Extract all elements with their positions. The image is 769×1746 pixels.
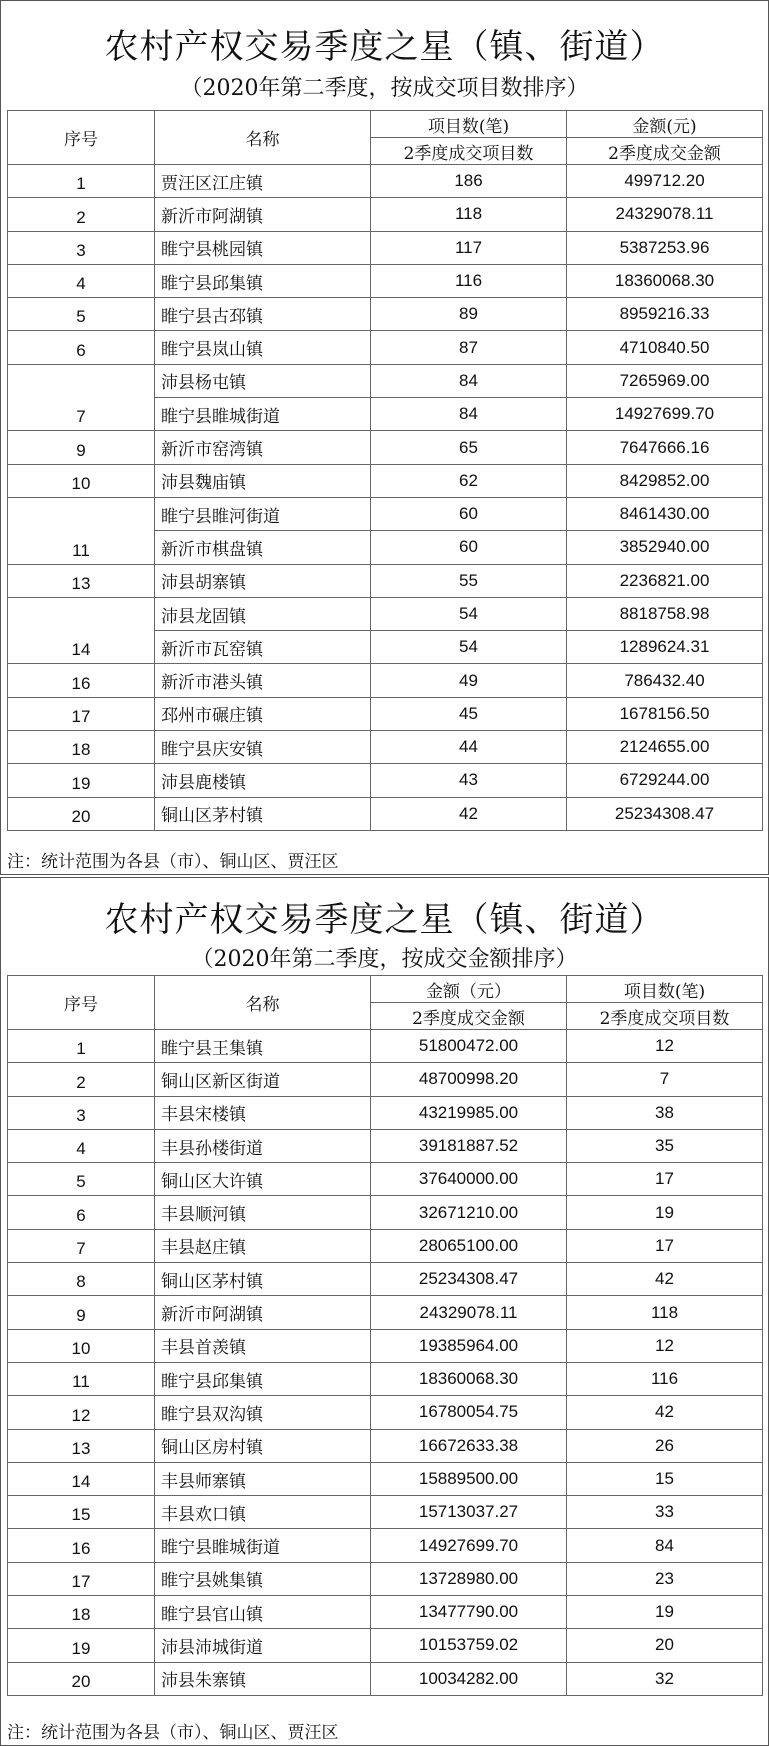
amount-cell: 5387253.96 <box>567 231 763 264</box>
table-row <box>8 1562 763 1595</box>
header-amount-bottom: 2季度成交金额 <box>371 1003 567 1030</box>
table-row <box>8 1396 763 1429</box>
name-cell: 沛县杨屯镇 <box>155 364 371 397</box>
rank-cell: 1 <box>8 165 155 198</box>
name-cell: 沛县魏庙镇 <box>155 464 371 497</box>
table-a-note: 注：统计范围为各县（市）、铜山区、贾汪区 <box>7 852 339 872</box>
name-cell: 丰县首羡镇 <box>155 1329 371 1362</box>
table-row <box>8 1196 763 1229</box>
amount-cell: 16672633.38 <box>371 1429 567 1462</box>
name-cell: 睢宁县庆安镇 <box>155 731 371 764</box>
count-cell: 65 <box>371 431 567 464</box>
count-cell: 60 <box>371 497 567 530</box>
table-row <box>8 1129 763 1162</box>
header-rank: 序号 <box>8 976 155 1030</box>
table-row <box>8 1296 763 1329</box>
count-cell: 12 <box>567 1329 763 1362</box>
header-name: 名称 <box>155 111 371 165</box>
rank-cell: 15 <box>8 1496 155 1529</box>
count-cell: 84 <box>567 1529 763 1562</box>
amount-cell: 14927699.70 <box>371 1529 567 1562</box>
rank-cell: 19 <box>8 1629 155 1662</box>
amount-cell: 6729244.00 <box>567 764 763 797</box>
amount-cell: 3852940.00 <box>567 531 763 564</box>
name-cell: 睢宁县姚集镇 <box>155 1562 371 1595</box>
rank-cell: 2 <box>8 198 155 231</box>
name-cell: 睢宁县官山镇 <box>155 1596 371 1629</box>
amount-cell: 28065100.00 <box>371 1229 567 1262</box>
count-cell: 87 <box>371 331 567 364</box>
table-row <box>8 497 763 530</box>
count-cell: 26 <box>567 1429 763 1462</box>
amount-cell: 16780054.75 <box>371 1396 567 1429</box>
rank-cell: 18 <box>8 1596 155 1629</box>
table-row <box>8 1462 763 1495</box>
name-cell: 丰县宋楼镇 <box>155 1096 371 1129</box>
table-b-note: 注：统计范围为各县（市）、铜山区、贾汪区 <box>7 1723 339 1743</box>
rank-cell: 14 <box>8 1462 155 1495</box>
table-b <box>7 975 763 1696</box>
count-cell: 20 <box>567 1629 763 1662</box>
amount-cell: 8461430.00 <box>567 497 763 530</box>
name-cell: 丰县顺河镇 <box>155 1196 371 1229</box>
table-row <box>8 1496 763 1529</box>
name-cell: 丰县孙楼街道 <box>155 1129 371 1162</box>
amount-cell: 25234308.47 <box>371 1263 567 1296</box>
table-a-title: 农村产权交易季度之星（镇、街道） <box>104 27 665 67</box>
rank-cell: 14 <box>8 597 155 664</box>
amount-cell: 8429852.00 <box>567 464 763 497</box>
amount-cell: 2236821.00 <box>567 564 763 597</box>
amount-cell: 51800472.00 <box>371 1030 567 1063</box>
table-row <box>8 364 763 397</box>
table-row <box>8 1429 763 1462</box>
amount-cell: 19385964.00 <box>371 1329 567 1362</box>
name-cell: 睢宁县桃园镇 <box>155 231 371 264</box>
amount-cell: 499712.20 <box>567 165 763 198</box>
name-cell: 铜山区房村镇 <box>155 1429 371 1462</box>
table-b-title: 农村产权交易季度之星（镇、街道） <box>104 900 665 940</box>
table-row <box>8 165 763 198</box>
amount-cell: 32671210.00 <box>371 1196 567 1229</box>
name-cell: 睢宁县睢河街道 <box>155 497 371 530</box>
rank-cell: 11 <box>8 1362 155 1395</box>
rank-cell: 7 <box>8 1229 155 1262</box>
amount-cell: 8818758.98 <box>567 597 763 630</box>
amount-cell: 8959216.33 <box>567 298 763 331</box>
table-row <box>8 1529 763 1562</box>
table-row <box>8 1362 763 1395</box>
amount-cell: 14927699.70 <box>567 398 763 431</box>
count-cell: 32 <box>567 1662 763 1695</box>
name-cell: 铜山区新区街道 <box>155 1063 371 1096</box>
amount-cell: 15889500.00 <box>371 1462 567 1495</box>
rank-cell: 3 <box>8 1096 155 1129</box>
table-b-panel <box>0 877 769 1746</box>
count-cell: 186 <box>371 165 567 198</box>
name-cell: 睢宁县邱集镇 <box>155 264 371 297</box>
rank-cell: 13 <box>8 564 155 597</box>
amount-cell: 10034282.00 <box>371 1662 567 1695</box>
count-cell: 42 <box>567 1396 763 1429</box>
table-row <box>8 664 763 697</box>
count-cell: 15 <box>567 1462 763 1495</box>
count-cell: 55 <box>371 564 567 597</box>
count-cell: 49 <box>371 664 567 697</box>
rank-cell: 5 <box>8 298 155 331</box>
name-cell: 新沂市窑湾镇 <box>155 431 371 464</box>
count-cell: 7 <box>567 1063 763 1096</box>
name-cell: 睢宁县岚山镇 <box>155 331 371 364</box>
table-row <box>8 1263 763 1296</box>
count-cell: 23 <box>567 1562 763 1595</box>
count-cell: 54 <box>371 597 567 630</box>
rank-cell: 6 <box>8 1196 155 1229</box>
name-cell: 新沂市阿湖镇 <box>155 1296 371 1329</box>
rank-cell: 17 <box>8 697 155 730</box>
rank-cell: 10 <box>8 464 155 497</box>
count-cell: 17 <box>567 1163 763 1196</box>
name-cell: 新沂市港头镇 <box>155 664 371 697</box>
header-amount-top: 金额(元) <box>567 111 763 138</box>
table-row <box>8 1063 763 1096</box>
name-cell: 丰县赵庄镇 <box>155 1229 371 1262</box>
rank-cell: 17 <box>8 1562 155 1595</box>
amount-cell: 18360068.30 <box>371 1362 567 1395</box>
name-cell: 贾汪区江庄镇 <box>155 165 371 198</box>
rank-cell: 16 <box>8 1529 155 1562</box>
table-b-subtitle: （2020年第二季度，按成交金额排序） <box>191 947 578 972</box>
table-row <box>8 597 763 630</box>
rank-cell: 12 <box>8 1396 155 1429</box>
rank-cell: 11 <box>8 497 155 564</box>
rank-cell: 1 <box>8 1030 155 1063</box>
amount-cell: 10153759.02 <box>371 1629 567 1662</box>
count-cell: 116 <box>567 1362 763 1395</box>
name-cell: 新沂市阿湖镇 <box>155 198 371 231</box>
amount-cell: 15713037.27 <box>371 1496 567 1529</box>
amount-cell: 25234308.47 <box>567 797 763 830</box>
rank-cell: 20 <box>8 1662 155 1695</box>
table-row <box>8 264 763 297</box>
count-cell: 60 <box>371 531 567 564</box>
table-row <box>8 1096 763 1129</box>
name-cell: 沛县胡寨镇 <box>155 564 371 597</box>
amount-cell: 37640000.00 <box>371 1163 567 1196</box>
count-cell: 38 <box>567 1096 763 1129</box>
count-cell: 35 <box>567 1129 763 1162</box>
amount-cell: 2124655.00 <box>567 731 763 764</box>
count-cell: 116 <box>371 264 567 297</box>
header-rank: 序号 <box>8 111 155 165</box>
count-cell: 12 <box>567 1030 763 1063</box>
name-cell: 丰县欢口镇 <box>155 1496 371 1529</box>
table-row <box>8 1030 763 1063</box>
name-cell: 睢宁县睢城街道 <box>155 398 371 431</box>
name-cell: 铜山区茅村镇 <box>155 797 371 830</box>
amount-cell: 24329078.11 <box>371 1296 567 1329</box>
header-count-bottom: 2季度成交项目数 <box>567 1003 763 1030</box>
table-row <box>8 797 763 830</box>
count-cell: 42 <box>371 797 567 830</box>
count-cell: 33 <box>567 1496 763 1529</box>
rank-cell: 19 <box>8 764 155 797</box>
name-cell: 睢宁县邱集镇 <box>155 1362 371 1395</box>
name-cell: 沛县鹿楼镇 <box>155 764 371 797</box>
rank-cell: 3 <box>8 231 155 264</box>
header-amount-top: 金额（元） <box>371 976 567 1003</box>
name-cell: 新沂市棋盘镇 <box>155 531 371 564</box>
table-a <box>7 110 763 831</box>
count-cell: 45 <box>371 697 567 730</box>
amount-cell: 13728980.00 <box>371 1562 567 1595</box>
rank-cell: 7 <box>8 364 155 431</box>
table-row <box>8 464 763 497</box>
count-cell: 117 <box>371 231 567 264</box>
name-cell: 沛县沛城街道 <box>155 1629 371 1662</box>
table-row <box>8 1662 763 1695</box>
count-cell: 19 <box>567 1196 763 1229</box>
rank-cell: 20 <box>8 797 155 830</box>
table-row <box>8 764 763 797</box>
table-row <box>8 1329 763 1362</box>
name-cell: 睢宁县古邳镇 <box>155 298 371 331</box>
name-cell: 沛县朱寨镇 <box>155 1662 371 1695</box>
count-cell: 17 <box>567 1229 763 1262</box>
count-cell: 84 <box>371 364 567 397</box>
table-row <box>8 1229 763 1262</box>
rank-cell: 9 <box>8 1296 155 1329</box>
name-cell: 睢宁县王集镇 <box>155 1030 371 1063</box>
count-cell: 118 <box>567 1296 763 1329</box>
rank-cell: 4 <box>8 1129 155 1162</box>
name-cell: 铜山区大许镇 <box>155 1163 371 1196</box>
amount-cell: 18360068.30 <box>567 264 763 297</box>
count-cell: 43 <box>371 764 567 797</box>
name-cell: 睢宁县睢城街道 <box>155 1529 371 1562</box>
name-cell: 睢宁县双沟镇 <box>155 1396 371 1429</box>
count-cell: 118 <box>371 198 567 231</box>
rank-cell: 2 <box>8 1063 155 1096</box>
table-row <box>8 731 763 764</box>
amount-cell: 48700998.20 <box>371 1063 567 1096</box>
count-cell: 62 <box>371 464 567 497</box>
table-row <box>8 1163 763 1196</box>
amount-cell: 7647666.16 <box>567 431 763 464</box>
table-row <box>8 697 763 730</box>
amount-cell: 1289624.31 <box>567 631 763 664</box>
rank-cell: 10 <box>8 1329 155 1362</box>
rank-cell: 8 <box>8 1263 155 1296</box>
name-cell: 邳州市碾庄镇 <box>155 697 371 730</box>
table-row <box>8 431 763 464</box>
header-count-top: 项目数(笔) <box>567 976 763 1003</box>
table-row <box>8 331 763 364</box>
count-cell: 84 <box>371 398 567 431</box>
amount-cell: 786432.40 <box>567 664 763 697</box>
rank-cell: 16 <box>8 664 155 697</box>
rank-cell: 18 <box>8 731 155 764</box>
count-cell: 42 <box>567 1263 763 1296</box>
header-amount-bottom: 2季度成交金额 <box>567 138 763 165</box>
header-count-top: 项目数(笔) <box>371 111 567 138</box>
name-cell: 丰县师寨镇 <box>155 1462 371 1495</box>
rank-cell: 5 <box>8 1163 155 1196</box>
header-count-bottom: 2季度成交项目数 <box>371 138 567 165</box>
count-cell: 54 <box>371 631 567 664</box>
amount-cell: 4710840.50 <box>567 331 763 364</box>
name-cell: 新沂市瓦窑镇 <box>155 631 371 664</box>
name-cell: 沛县龙固镇 <box>155 597 371 630</box>
table-row <box>8 1596 763 1629</box>
rank-cell: 6 <box>8 331 155 364</box>
table-row <box>8 1629 763 1662</box>
table-row <box>8 231 763 264</box>
rank-cell: 9 <box>8 431 155 464</box>
rank-cell: 4 <box>8 264 155 297</box>
count-cell: 44 <box>371 731 567 764</box>
name-cell: 铜山区茅村镇 <box>155 1263 371 1296</box>
table-row <box>8 298 763 331</box>
amount-cell: 1678156.50 <box>567 697 763 730</box>
amount-cell: 43219985.00 <box>371 1096 567 1129</box>
table-row <box>8 198 763 231</box>
table-a-subtitle: （2020年第二季度，按成交项目数排序） <box>180 76 589 101</box>
table-row <box>8 564 763 597</box>
count-cell: 89 <box>371 298 567 331</box>
amount-cell: 13477790.00 <box>371 1596 567 1629</box>
amount-cell: 24329078.11 <box>567 198 763 231</box>
amount-cell: 7265969.00 <box>567 364 763 397</box>
amount-cell: 39181887.52 <box>371 1129 567 1162</box>
count-cell: 19 <box>567 1596 763 1629</box>
rank-cell: 13 <box>8 1429 155 1462</box>
header-name: 名称 <box>155 976 371 1030</box>
